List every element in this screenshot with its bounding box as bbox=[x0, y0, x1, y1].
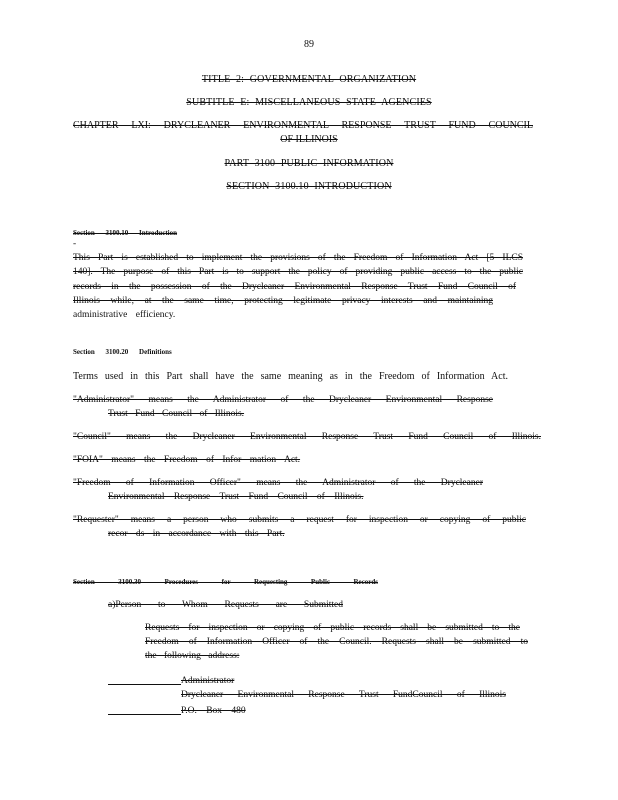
definition-administrator-cont: Trust Fund Council of Illinois. bbox=[108, 409, 245, 419]
title-heading: TITLE 2: GOVERNMENTAL ORGANIZATION bbox=[201, 74, 417, 85]
definition-administrator: "Administrator" means the Administrator of the Drycleaner Environmental Response bbox=[73, 395, 493, 405]
intro-line-4: Illinois while, at the same time, protecting legitimate privacy interests and maintaining bbox=[73, 296, 493, 306]
chapter-heading-line1: CHAPTER LXI: DRYCLEANER ENVIRONMENTAL RESPONSE TRUST FUND COUNCIL bbox=[73, 120, 533, 131]
definitions-intro: Terms used in this Part shall have the same meaning as in the Freedom of Information Act. bbox=[73, 371, 508, 382]
chapter-heading-line2: OF ILLINOIS bbox=[280, 134, 338, 145]
address-line-3: P.O. Box 480 bbox=[181, 706, 246, 716]
definition-foi-officer: "Freedom of Information Officer" means the Administrator of the Drycleaner bbox=[73, 478, 483, 488]
requests-para-line-2: Freedom of Information Officer of the Council. Requests shall be submitted to bbox=[145, 637, 528, 647]
section-3100-20-heading: Section 3100.20 Definitions bbox=[73, 348, 172, 356]
section-3100-10-dash: - bbox=[73, 239, 77, 249]
item-a-heading: a)Person to Whom Requests are Submitted bbox=[108, 600, 343, 610]
definition-foi-officer-cont: Environmental Response Trust Fund Council of Illinois. bbox=[108, 492, 364, 502]
intro-line-1: This Part is established to implement the provisions of the Freedom of Information Act [5 ILCS bbox=[73, 253, 523, 263]
definition-requester: "Requester" means a person who submits a request for inspection or copying of public bbox=[73, 515, 526, 525]
address-indent-rule-2 bbox=[108, 714, 181, 715]
address-indent-rule bbox=[108, 684, 181, 685]
address-line-1: Administrator bbox=[181, 676, 235, 686]
requests-para-line-1: Requests for inspection or copying of public records shall be submitted to the bbox=[145, 623, 520, 633]
subtitle-heading: SUBTITLE E: MISCELLANEOUS STATE AGENCIES bbox=[186, 97, 432, 108]
page-number: 89 bbox=[304, 39, 314, 50]
section-3100-10-heading: Section 3100.10 Introduction bbox=[73, 229, 178, 237]
definition-council: "Council" means the Drycleaner Environmental Response Trust Fund Council of Illinois. bbox=[73, 432, 541, 442]
section-heading: SECTION 3100.10 INTRODUCTION bbox=[226, 181, 392, 192]
part-heading: PART 3100 PUBLIC INFORMATION bbox=[224, 158, 394, 169]
address-line-2: Drycleaner Environmental Response Trust FundCouncil of Illinois bbox=[181, 690, 506, 700]
intro-line-3: records in the possession of the Drycleaner Environmental Response Trust Fund Council of bbox=[73, 282, 516, 292]
definition-requester-cont: recor ds in accordance with this Part. bbox=[108, 529, 285, 539]
definition-foia: "FOIA" means the Freedom of Infor mation Act. bbox=[73, 455, 301, 465]
section-3100-30-heading: Section 3100.30 Procedures for Requesting Public Records bbox=[73, 578, 378, 586]
intro-line-2: 140]. The purpose of this Part is to support the policy of providing public access to the public bbox=[73, 267, 523, 277]
intro-line-5: administrative efficiency. bbox=[73, 310, 176, 320]
requests-para-line-3: the following address: bbox=[145, 651, 240, 661]
